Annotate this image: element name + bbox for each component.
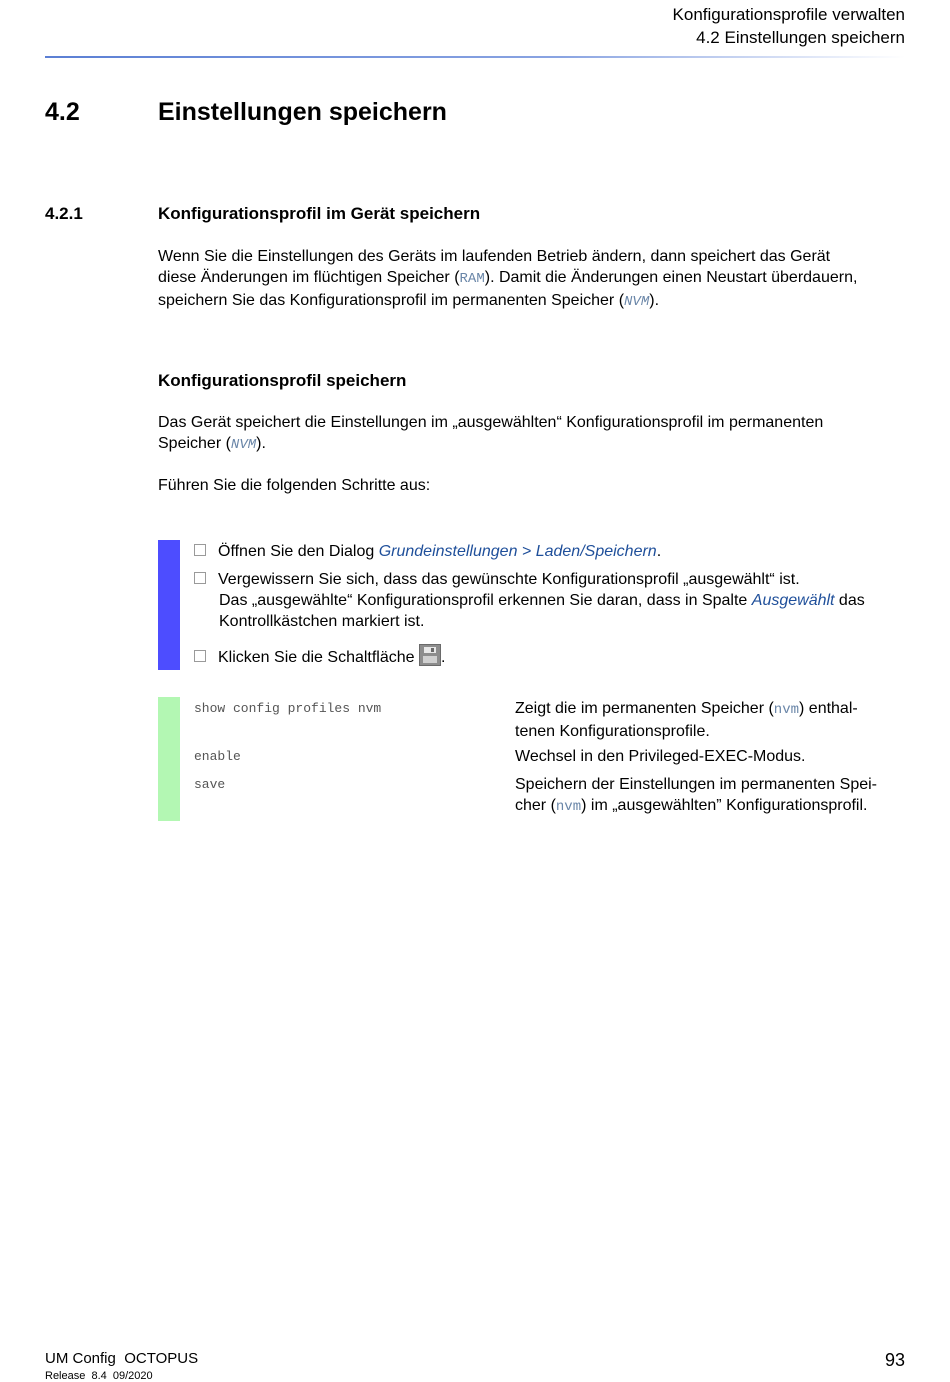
steps-intro: Führen Sie die folgenden Schritte aus:: [158, 477, 431, 494]
cli-marker-bar: [158, 697, 180, 821]
cli-command-enable: enable: [194, 749, 241, 764]
step-checkbox[interactable]: [194, 650, 206, 662]
intro-line-1: Wenn Sie die Einstellungen des Geräts im laufenden Betrieb ändern, dann speichert das Gerät: [158, 248, 831, 265]
step-1: Öffnen Sie den Dialog Grundeinstellungen > Laden/Speichern.: [194, 541, 914, 562]
procedure-description: Das Gerät speichert die Einstellungen im „ausgewählten“ Konfigurationsprofil im permanenten Speicher (NVM).: [158, 414, 824, 453]
intro-line-3: speichern Sie das Konfigurationsprofil im permanenten Speicher (NVM).: [158, 292, 660, 310]
dialog-path-link[interactable]: Grundeinstellungen > Laden/Speichern: [378, 543, 657, 560]
step-checkbox[interactable]: [194, 572, 206, 584]
steps-marker-bar: [158, 540, 180, 670]
cli-command-save: save: [194, 777, 226, 792]
header-rule: [45, 56, 905, 58]
footer-release: Release 8.4 09/2020: [45, 1370, 153, 1382]
cli-command-show: show config profiles nvm: [194, 701, 382, 716]
running-header-chapter: Konfigurationsprofile verwalten: [672, 5, 905, 24]
nvm-code: NVM: [624, 294, 650, 310]
save-icon[interactable]: [419, 644, 441, 666]
step-3: Klicken Sie die Schaltfläche .: [194, 644, 914, 668]
subsection-title: Konfigurationsprofil im Gerät speichern: [158, 204, 481, 223]
running-header-section: 4.2 Einstellungen speichern: [696, 28, 905, 47]
step-checkbox[interactable]: [194, 544, 206, 556]
cli-description-save: Speichern der Einstellungen im permanenten Spei- cher (nvm) im „ausgewählten” Konfigurationsprofil.: [515, 776, 877, 815]
intro-paragraph: [158, 246, 918, 313]
section-number: 4.2: [45, 98, 80, 126]
cli-description-enable: Wechsel in den Privileged-EXEC-Modus.: [515, 748, 806, 765]
section-title: Einstellungen speichern: [158, 98, 447, 126]
cli-description-show: Zeigt die im permanenten Speicher (nvm) enthal- tenen Konfigurationsprofile.: [515, 700, 858, 740]
ram-code: RAM: [459, 271, 485, 287]
footer-manual-title: UM Config OCTOPUS: [45, 1350, 199, 1367]
intro-line-2: diese Änderungen im flüchtigen Speicher (RAM). Damit die Änderungen einen Neustart überdauern,: [158, 269, 858, 287]
page-number: 93: [884, 1350, 905, 1370]
procedure-title: Konfigurationsprofil speichern: [158, 371, 407, 390]
step-2: Vergewissern Sie sich, dass das gewünschte Konfigurationsprofil „ausgewählt“ ist. Das „ausgewählte“ Konfigurationsprofil erkennen Sie daran, dass in Spalte Ausgewählt das Kontrollkästchen markiert ist.: [194, 569, 914, 632]
subsection-number: 4.2.1: [45, 204, 83, 223]
column-selected-link: Ausgewählt: [751, 592, 835, 609]
nvm-code: NVM: [230, 437, 257, 453]
